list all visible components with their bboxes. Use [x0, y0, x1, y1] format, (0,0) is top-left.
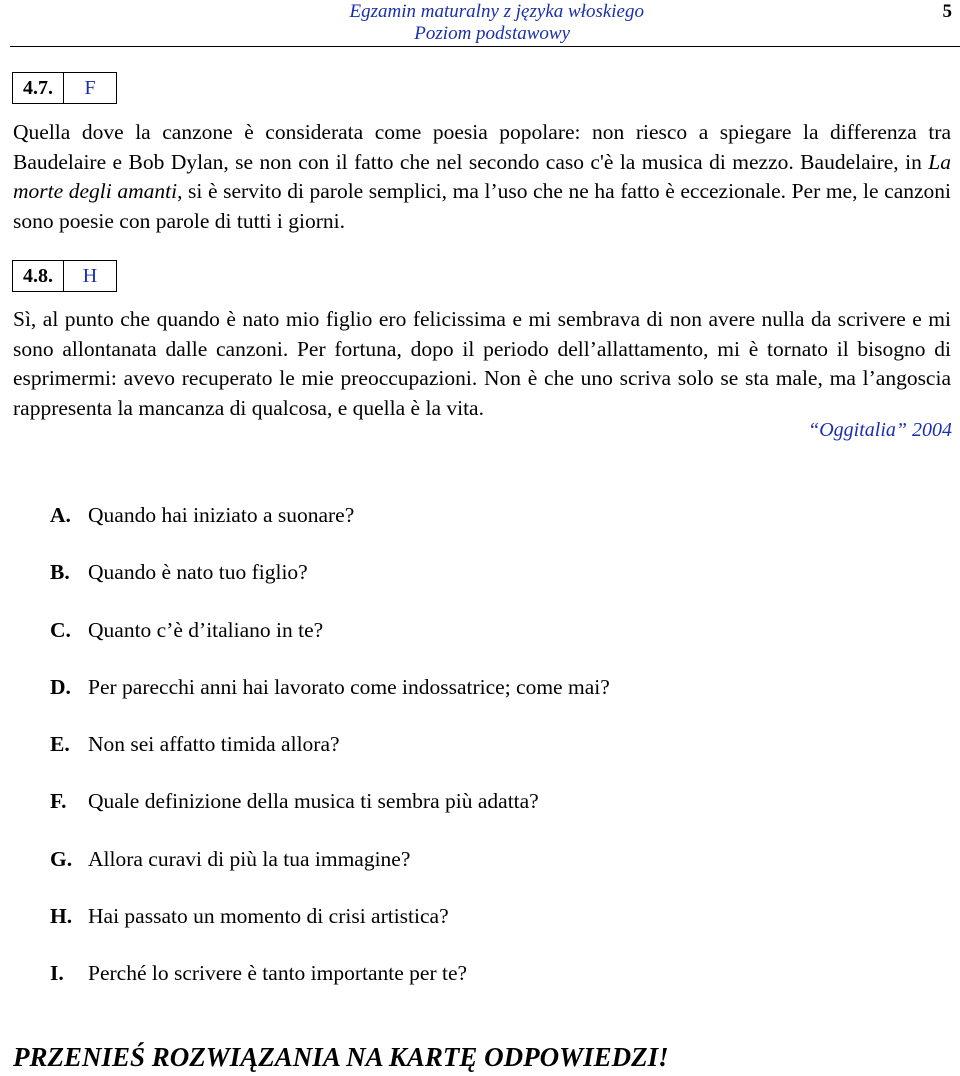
question-item: [50, 557, 610, 614]
page-header: [0, 0, 960, 48]
question-letter: B.: [50, 560, 70, 585]
question-letter: A.: [50, 503, 71, 527]
question-text: Quando è nato tuo figlio?: [88, 560, 308, 585]
question-text: Quando hai iniziato a suonare?: [88, 503, 355, 527]
page-number: 5: [942, 1, 952, 22]
question-letter: G.: [50, 846, 73, 871]
question-item: [50, 500, 610, 557]
question-letter: I.: [50, 961, 64, 986]
exam-level: Poziom podstawowy: [414, 23, 570, 44]
question-list: [50, 500, 610, 1016]
transfer-answers-instruction: PRZENIEŚ ROZWIĄZANIA NA KARTĘ ODPOWIEDZI!: [13, 1042, 669, 1072]
source-citation: “Oggitalia” 2004: [808, 419, 952, 441]
question-text: Non sei affatto timida allora?: [88, 732, 340, 757]
header-divider: [10, 46, 960, 47]
question-text: Allora curavi di più la tua immagine?: [88, 846, 411, 871]
question-item: [50, 615, 610, 672]
question-letter: E.: [50, 732, 70, 757]
question-item: [50, 901, 610, 958]
item-number: 4.8.: [13, 261, 64, 291]
question-item: [50, 672, 610, 729]
exam-title: Egzamin maturalny z języka włoskiego: [349, 1, 644, 22]
answer-letter: H: [82, 265, 98, 287]
question-text: Per parecchi anni hai lavorato come indossatrice; come mai?: [88, 674, 610, 699]
answer-box-4-8: [12, 260, 117, 292]
work-title: La morte degli amanti: [13, 149, 951, 203]
question-item: [50, 958, 610, 1015]
question-letter: C.: [50, 617, 71, 642]
question-letter: H.: [50, 904, 73, 929]
question-item: [50, 786, 610, 843]
interview-answer-text: Quella dove la canzone è considerata come poesia popolare: non riesco a spiegare la differenza tra Baudelaire e Bob Dylan, se non con il fatto che nel secondo caso c'è la musica di mezzo. Baudelaire, in La morte degli amanti, si è servito di parole semplici, ma l’uso che ne ha fatto è eccezionale. Per me, le canzoni sono poesie con parole di tutti i giorni.: [13, 120, 952, 233]
question-text: Perché lo scrivere è tanto importante per te?: [88, 961, 468, 986]
question-text: Hai passato un momento di crisi artistica?: [88, 904, 449, 929]
question-item: [50, 729, 610, 786]
answer-box-4-7: [12, 72, 117, 104]
answer-letter: F: [84, 77, 96, 99]
interview-answer-text: Sì, al punto che quando è nato mio figlio ero felicissima e mi sembrava di non avere nulla da scrivere e mi sono allontanata dalle canzoni. Per fortuna, dopo il periodo dell’allattamento, mi è tornato il bisogno di esprimermi: avevo recuperato le mie preoccupazioni. Non è che uno scriva solo se sta male, ma l’angoscia rappresenta la mancanza di qualcosa, e quella è la vita.: [13, 307, 951, 420]
question-text: Quanto c’è d’italiano in te?: [88, 617, 324, 642]
question-text: Quale definizione della musica ti sembra più adatta?: [88, 789, 539, 814]
question-letter: D.: [50, 674, 71, 699]
question-letter: F.: [50, 789, 67, 814]
item-number: 4.7.: [13, 73, 64, 103]
question-item: [50, 844, 610, 901]
